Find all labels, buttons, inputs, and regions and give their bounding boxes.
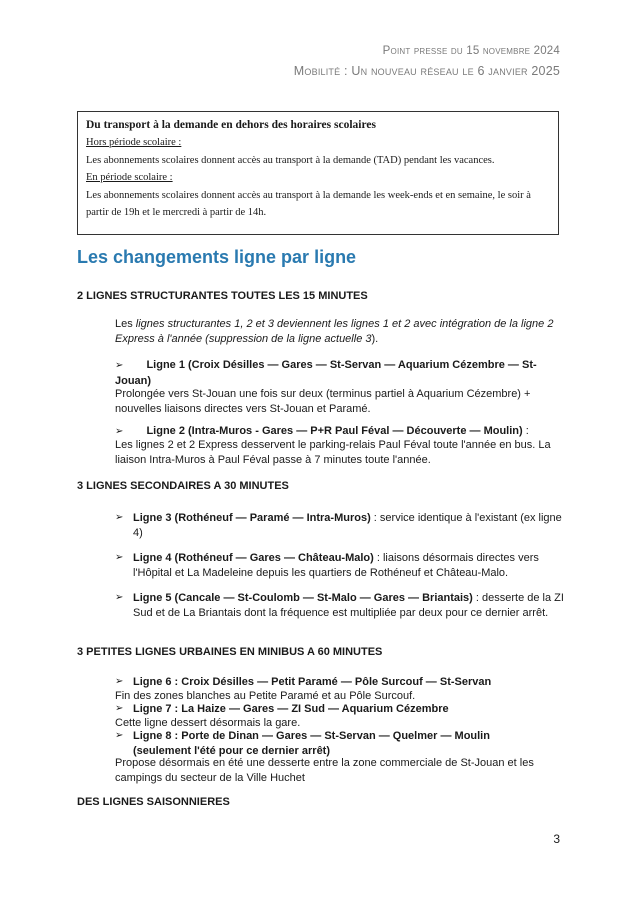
section-title-minibus: 3 PETITES LIGNES URBAINES EN MINIBUS A 60 MINUTES	[77, 646, 383, 658]
list-item-ligne-5	[115, 591, 565, 620]
ligne-4-text: : liaisons désormais directes vers l'Hôpital et La Madeleine depuis les quartiers de Rothéneuf et Château-Malo.	[133, 552, 539, 579]
ligne-1-title: Ligne 1 (Croix Désilles — Gares — St-Servan — Aquarium Cézembre — St-Jouan)	[115, 359, 537, 387]
ligne-2-title: Ligne 2 (Intra-Muros - Gares — P+R Paul Féval — Découverte — Moulin)	[146, 425, 523, 437]
ligne-6-text: Fin des zones blanches au Petite Paramé et au Pôle Surcouf.	[115, 690, 416, 702]
section-title-saisonnieres: DES LIGNES SAISONNIERES	[77, 796, 230, 808]
list-item-ligne-1	[115, 358, 565, 388]
ligne-1-text: Prolongée vers St-Jouan une fois sur deux (terminus partiel à Aquarium Cézembre) + nouvelles liaisons directes vers St-Jouan et Paramé.	[115, 388, 531, 415]
arrow-bullet-icon: ➢	[115, 512, 124, 523]
box-text-school: Les abonnements scolaires donnent accès au transport à la demande les week-ends et en semaine, le soir à partir de 19h et le mercredi à partir de 14h.	[86, 189, 531, 218]
ligne-7-title: Ligne 7 : La Haize — Gares — ZI Sud — Aquarium Cézembre	[133, 703, 449, 715]
section-title-structurantes: 2 LIGNES STRUCTURANTES TOUTES LES 15 MINUTES	[77, 290, 368, 302]
section-heading: Les changements ligne par ligne	[77, 247, 357, 267]
list-item-ligne-4	[115, 551, 565, 580]
ligne-2-text: Les lignes 2 et 2 Express desservent le parking-relais Paul Féval toute l'année en bus. La liaison Intra-Muros à Paul Féval passe à 7 minutes toute l'année.	[115, 439, 551, 466]
ligne-4-title: Ligne 4 (Rothéneuf — Gares — Château-Malo)	[133, 552, 374, 564]
list-item-ligne-2: ➢ Ligne 2 (Intra-Muros - Gares — P+R Paul Féval — Découverte — Moulin) :	[115, 424, 565, 440]
arrow-bullet-icon: ➢	[115, 426, 124, 437]
box-title: Du transport à la demande en dehors des horaires scolaires	[86, 119, 376, 131]
ligne-6-title: Ligne 6 : Croix Désilles — Petit Paramé — Pôle Surcouf — St-Servan	[133, 676, 492, 688]
arrow-bullet-icon: ➢	[115, 592, 124, 603]
ligne-7-text: Cette ligne dessert désormais la gare.	[115, 717, 301, 729]
list-item-ligne-8	[115, 729, 525, 758]
ligne-3-title: Ligne 3 (Rothéneuf — Paramé — Intra-Muros)	[133, 512, 371, 524]
ligne-8-title: Ligne 8 : Porte de Dinan — Gares — St-Servan — Quelmer — Moulin (seulement l'été pour ce dernier arrêt)	[133, 730, 490, 757]
ligne-8-text: Propose désormais en été une desserte entre la zone commerciale de St-Jouan et les campings du secteur de la Ville Huchet	[115, 757, 534, 784]
ligne-3-text: : service identique à l'existant (ex ligne 4)	[133, 512, 562, 539]
section-title-secondaires: 3 LIGNES SECONDAIRES A 30 MINUTES	[77, 480, 289, 492]
ligne-5-text: : desserte de la ZI Sud et de La Briantais dont la fréquence est multipliée par deux pour ce dernier arrêt.	[133, 592, 564, 619]
arrow-bullet-icon: ➢	[115, 730, 124, 741]
ligne-5-title: Ligne 5 (Cancale — St-Coulomb — St-Malo — Gares — Briantais)	[133, 592, 473, 604]
page-number: 3	[553, 832, 560, 846]
box-subtitle-school: En période scolaire :	[86, 172, 173, 183]
list-item-ligne-7	[115, 702, 565, 717]
info-box	[77, 111, 559, 235]
arrow-bullet-icon: ➢	[115, 676, 124, 687]
header-date: Point presse du 15 novembre 2024	[382, 45, 560, 57]
box-text-off-school: Les abonnements scolaires donnent accès au transport à la demande (TAD) pendant les vacances.	[86, 154, 495, 166]
intro-paragraph: Les lignes structurantes 1, 2 et 3 deviennent les lignes 1 et 2 avec intégration de la ligne 2 Express à l'année (suppression de la ligne actuelle 3).	[115, 318, 554, 345]
box-subtitle-off-school: Hors période scolaire :	[86, 137, 182, 148]
header-subject: Mobilité : Un nouveau réseau le 6 janvier 2025	[293, 64, 560, 78]
list-item-ligne-6	[115, 675, 565, 690]
arrow-bullet-icon: ➢	[115, 552, 124, 563]
arrow-bullet-icon: ➢	[115, 703, 124, 714]
list-item-ligne-3	[115, 511, 565, 540]
arrow-bullet-icon: ➢	[115, 360, 124, 371]
